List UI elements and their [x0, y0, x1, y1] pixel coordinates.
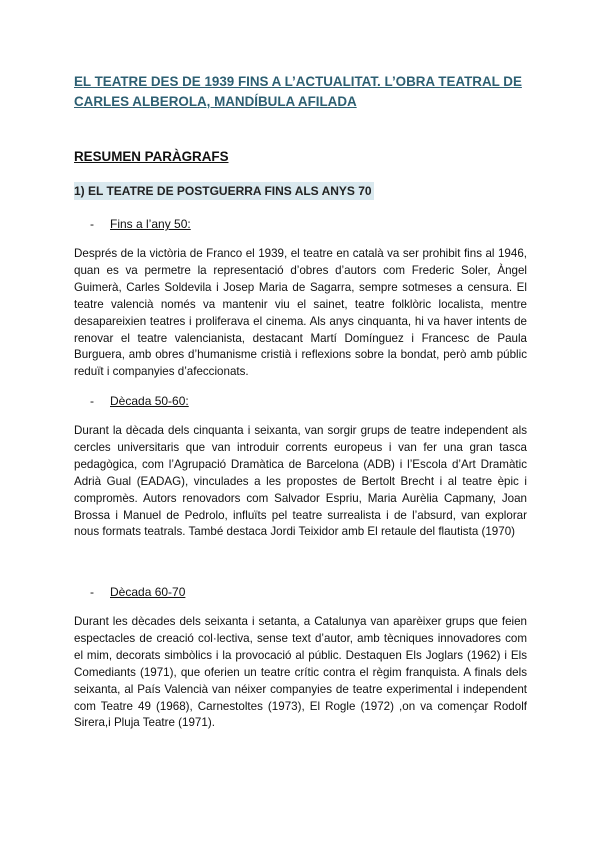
bullet-dash: -: [90, 585, 94, 599]
section-heading: 1) EL TEATRE DE POSTGUERRA FINS ALS ANYS 70: [74, 184, 372, 198]
paragraph: Durant les dècades dels seixanta i setanta, a Catalunya van aparèixer grups que feien espectacles de creació col·lectiva, sense text d’autor, amb tècniques innovadores com el mim, decorats simbòlics i la provocació al públic. Destaquen Els Joglars (1962) i Els Comediants (1971), que oferien un teatre crític contra el règim franquista. A finals dels seixanta, al País Valencià van néixer companyies de teatre experimental i independent com Teatre 49 (1968), Carnestoltes (1973), El Rogle (1972) ,on va començar Rodolf Sirera,i Pluja Teatre (1971).: [74, 615, 527, 730]
subsection-label: [90, 393, 189, 409]
subsection-label-text: Dècada 60-70: [110, 585, 186, 599]
paragraph: Després de la victòria de Franco el 1939, el teatre en català va ser prohibit fins al 1946, quan es va permetre la representació d’obres d’autors com Frederic Soler, Àngel Guimerà, Carles Soldevila i Josep Maria de Sagarra, sempre sotmeses a censura. El teatre valencià només va mantenir viu el sainet, teatre folklòric localista, mentre desapareixien teatres i proliferava el cinema. Als anys cinquanta, hi va haver intents de renovar el teatre valencianista, destacant Martí Domínguez i Francesc de Paula Burguera, amb obres d’humanisme cristià i reflexions sobre la bondat, però amb públic reduït i companyies d’afeccionats.: [74, 247, 527, 379]
subsection-label: [90, 584, 185, 600]
bullet-dash: -: [90, 394, 94, 408]
subsection-label-text: Dècada 50-60:: [110, 394, 189, 408]
bullet-dash: -: [90, 217, 94, 231]
summary-heading: RESUMEN PARÀGRAFS: [74, 149, 229, 164]
subsection-label: [90, 216, 191, 232]
document-title: EL TEATRE DES DE 1939 FINS A L’ACTUALITAT. L’OBRA TEATRAL DE CARLES ALBEROLA, MANDÍBULA AFILADA: [74, 74, 522, 109]
subsection-label-text: Fins a l’any 50:: [110, 217, 191, 231]
paragraph: Durant la dècada dels cinquanta i seixanta, van sorgir grups de teatre independent als cercles universitaris que van introduir corrents europeus i van fer una gran tasca pedagògica, com l’Agrupació Dramàtica de Barcelona (ADB) i l’Escola d’Art Dramàtic Adrià Gual (EADAG), vinculades a les propostes de Bertolt Brecht i al teatre èpic i compromès. Autors renovadors com Salvador Espriu, Maria Aurèlia Capmany, Joan Brossa i Manuel de Pedrolo, influïts pel teatre surrealista i de l’absurd, van explorar nous formats teatrals. També destaca Jordi Teixidor amb El retaule del flautista (1970): [74, 424, 527, 539]
